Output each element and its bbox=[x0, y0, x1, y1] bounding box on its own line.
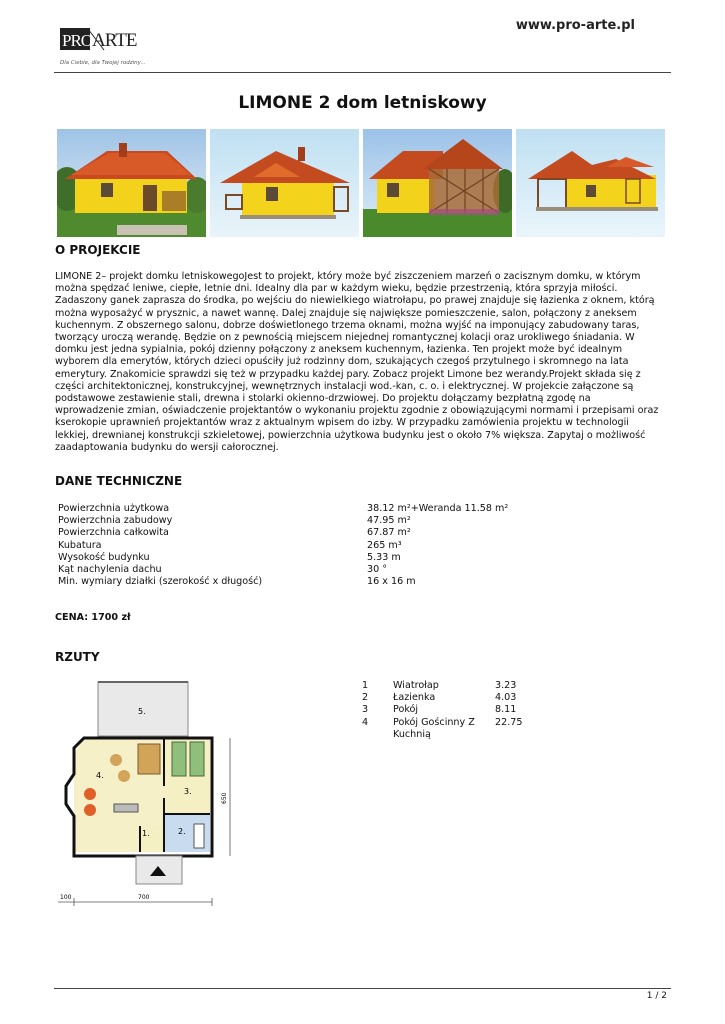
header-divider bbox=[54, 72, 671, 73]
room-row bbox=[362, 717, 522, 729]
about-heading: O PROJEKCIE bbox=[55, 243, 141, 257]
spec-label: Wysokość budynku bbox=[58, 551, 150, 563]
spec-value: 16 x 16 m bbox=[367, 576, 416, 588]
spec-row bbox=[58, 503, 508, 515]
room-row bbox=[362, 729, 522, 741]
tech-heading: DANE TECHNICZNE bbox=[55, 474, 183, 488]
spec-label: Min. wymiary działki (szerokość x długość) bbox=[58, 576, 263, 588]
svg-text:ARTE: ARTE bbox=[92, 30, 137, 51]
description-line: części architektonicznej, konstrukcyjnej, wewnętrznych instalacji wod.-kan, c. o. i elektrycznej. W projekcie załączone są bbox=[55, 380, 634, 392]
room-row bbox=[362, 704, 522, 716]
svg-text:PRO: PRO bbox=[62, 31, 93, 50]
description-line: lekkiej, drewnianej konstrukcji szkieletowej, powierzchnia użytkowa budynku jest o około 7% większa. Zapytaj o możliwość bbox=[55, 429, 646, 441]
plan-label-r1: 1. bbox=[142, 829, 150, 838]
description-line: można wyposażyć w prysznic, a nawet wannę. Dalej znajduje się największe pomieszczenie, salon, połączony z aneksem bbox=[55, 307, 637, 319]
tech-specs-table bbox=[58, 503, 508, 588]
room-number: 4 bbox=[362, 716, 369, 728]
spec-value: 30 ° bbox=[367, 564, 388, 576]
spec-value: 5.33 m bbox=[367, 551, 401, 563]
plan-label-r4: 4. bbox=[96, 771, 104, 780]
house-photo-veranda[interactable] bbox=[363, 129, 512, 237]
house-photo-side[interactable] bbox=[210, 129, 359, 237]
plan-dim-right: 650 bbox=[221, 792, 228, 804]
plan-label-r5: 5. bbox=[138, 707, 146, 716]
room-name-continued: Kuchnią bbox=[393, 728, 431, 740]
spec-row bbox=[58, 564, 508, 576]
plan-label-r3: 3. bbox=[184, 787, 192, 796]
description-line: domku jest jedna sypialnia, pokój dzienny połączony z aneksem kuchennym, łazienka. Ten projekt może być idealnym bbox=[55, 344, 623, 356]
room-name: Łazienka bbox=[393, 692, 436, 704]
room-name: Pokój bbox=[393, 704, 419, 716]
spec-label: Powierzchnia całkowita bbox=[58, 527, 169, 539]
proarte-logo[interactable] bbox=[60, 26, 160, 66]
description-line: można spędzać leniwe, ciepłe, letnie dni. Idealny dla par w każdym wieku, będzie przestrzenią, która sprzyja miłości. bbox=[55, 283, 618, 295]
spec-value: 47.95 m² bbox=[367, 515, 411, 527]
photo-strip bbox=[57, 129, 665, 237]
spec-value: 67.87 m² bbox=[367, 527, 411, 539]
plan-dim-left: 100 bbox=[60, 894, 72, 901]
room-area: 4.03 bbox=[495, 692, 517, 704]
spec-row bbox=[58, 527, 508, 539]
spec-row bbox=[58, 576, 508, 588]
room-area: 8.11 bbox=[495, 704, 517, 716]
footer-divider bbox=[54, 988, 671, 989]
logo-mark-icon bbox=[60, 26, 146, 52]
spec-label: Powierzchnia zabudowy bbox=[58, 515, 173, 527]
rooms-table bbox=[362, 680, 522, 741]
description-line: wprowadzenie zmian, oświadczenie projektantów o wykonaniu projektu zgodnie z obowiązującymi normami i przepisami oraz bbox=[55, 405, 659, 417]
house-photo-back[interactable] bbox=[516, 129, 665, 237]
description-line: tworzący uroczą werandę. Będzie on z pewnością miejscem niejednej romantycznej kolacji oraz urokliwego śniadania. W bbox=[55, 332, 635, 344]
room-number: 1 bbox=[362, 680, 369, 691]
room-name: Wiatrołap bbox=[393, 680, 439, 691]
plans-heading: RZUTY bbox=[55, 650, 100, 664]
description-line: kuchennym. Z obszernego salonu, dobrze doświetlonego trzema oknami, można wyjść na imponujący zabudowany taras, bbox=[55, 319, 640, 331]
page-title: LIMONE 2 dom letniskowy bbox=[238, 93, 487, 113]
logo-wordmark bbox=[60, 26, 160, 56]
spec-value: 38.12 m²+Weranda 11.58 m² bbox=[367, 503, 509, 514]
spec-label: Kąt nachylenia dachu bbox=[58, 564, 162, 576]
room-number: 2 bbox=[362, 692, 369, 704]
room-area: 3.23 bbox=[495, 680, 517, 691]
spec-row bbox=[58, 515, 508, 527]
room-row bbox=[362, 692, 522, 704]
spec-row bbox=[58, 540, 508, 552]
spec-row bbox=[58, 552, 508, 564]
page-number: 1 / 2 bbox=[646, 991, 667, 1001]
price-label: CENA: 1700 zł bbox=[55, 612, 131, 623]
plan-dim-bottom: 700 bbox=[138, 894, 150, 901]
description-line: LIMONE 2– projekt domku letniskowegoJest to projekt, który może być ziszczeniem marzeń o zacisznym domku, w którym bbox=[55, 271, 641, 282]
description-line: Zadaszony ganek zaprasza do środka, po wejściu do niewielkiego wiatrołapu, po prawej znajduje się łazienka z oknem, którą bbox=[55, 295, 655, 307]
spec-value: 265 m³ bbox=[367, 539, 402, 551]
description-line: podstawowe zestawienie stali, drewna i stolarki okienno-drzwiowej. Do projektu dołączamy bezpłatną zgodę na bbox=[55, 393, 591, 405]
room-number: 3 bbox=[362, 704, 369, 716]
description-line: zaadaptowania budynku do wersji całorocznej. bbox=[55, 441, 279, 453]
logo-tagline: Dla Ciebie, dla Twojej rodziny... bbox=[60, 60, 146, 66]
house-photo-front[interactable] bbox=[57, 129, 206, 237]
spec-label: Powierzchnia użytkowa bbox=[58, 503, 170, 514]
room-area: 22.75 bbox=[495, 716, 523, 728]
description-line: wyborem dla emerytów, których dzieci opuściły już rodzinny dom, szukających czegoś przytulnego i skromnego na lata bbox=[55, 356, 629, 368]
room-row bbox=[362, 680, 522, 692]
room-number-empty bbox=[362, 729, 393, 741]
spec-label: Kubatura bbox=[58, 539, 102, 551]
description-line: kserokopie uprawnień projektantów wraz z aktualnym wpisem do izby. W przypadku zamówienia projektu w technologii bbox=[55, 417, 629, 429]
description-line: emerytury. Znakomicie sprawdzi się też w przypadku każdej pary. Zobacz projekt Limone bez werandy.Projekt składa się z bbox=[55, 368, 641, 380]
plan-label-r2: 2. bbox=[178, 827, 186, 836]
floor-plan[interactable] bbox=[54, 676, 244, 912]
room-name: Pokój Gościnny Z bbox=[393, 716, 475, 728]
project-description bbox=[55, 271, 675, 454]
site-url[interactable]: www.pro-arte.pl bbox=[515, 18, 635, 33]
